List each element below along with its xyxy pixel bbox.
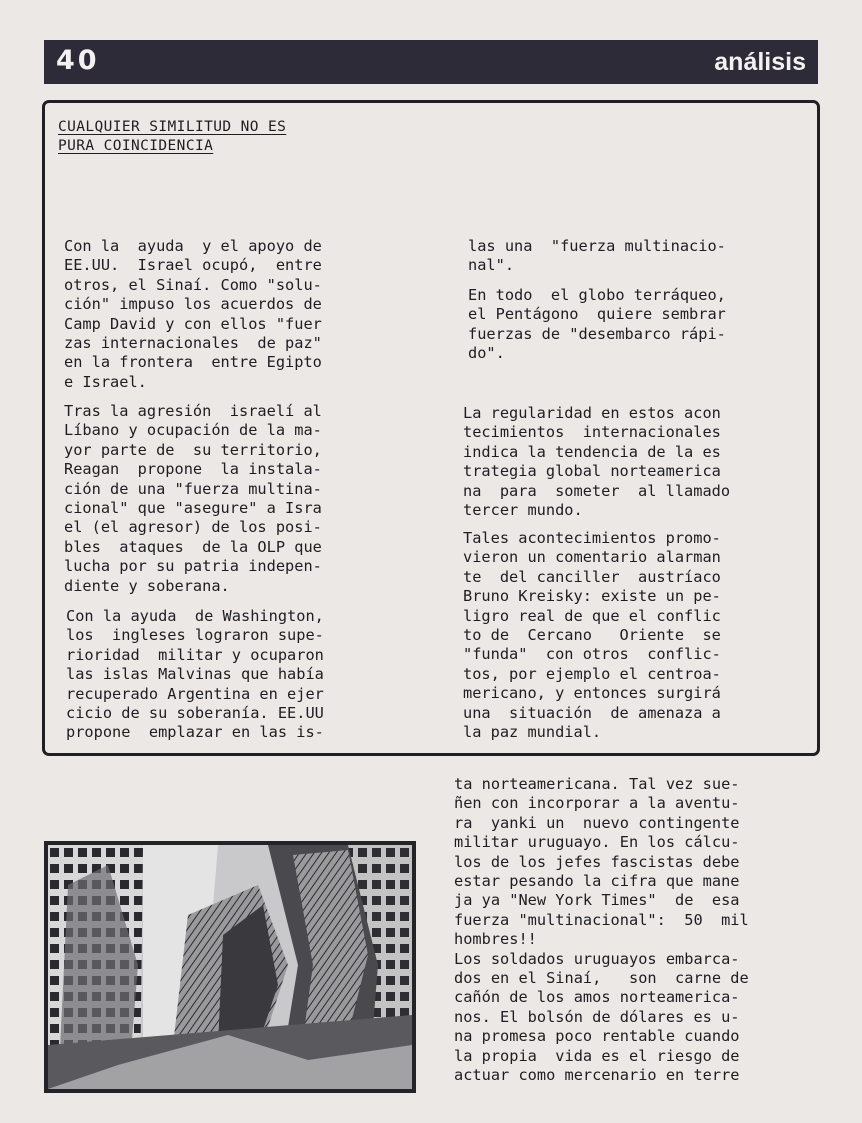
text-line: La regularidad en estos acon xyxy=(463,404,721,422)
text-line: dos en el Sinaí, son carne de xyxy=(454,969,749,988)
text-line: diente y soberana. xyxy=(64,576,230,595)
column-2-paragraph-3 xyxy=(463,404,730,520)
text-line: yor parte de su territorio, xyxy=(64,440,322,459)
text-line: te del canciller austríaco xyxy=(463,567,721,586)
text-line: ción" impuso los acuerdos de xyxy=(64,295,322,314)
text-line: Líbano y ocupación de la ma- xyxy=(64,421,322,440)
text-line: las una "fuerza multinacio- xyxy=(468,237,726,255)
article-title-line: PURA COINCIDENCIA xyxy=(58,138,214,154)
war-ruins-photo xyxy=(44,841,416,1093)
text-line: fuerza "multinacional": 50 mil xyxy=(454,910,749,929)
text-line: Con la ayuda y el apoyo de xyxy=(64,237,322,255)
text-line: el Pentágono quiere sembrar xyxy=(468,305,726,324)
text-line: ñen con incorporar a la aventu- xyxy=(454,794,740,813)
text-line: to de Cercano Oriente se xyxy=(463,626,721,645)
text-line: propone emplazar en las is- xyxy=(66,723,324,742)
page-header xyxy=(44,40,818,84)
text-line: cional" que "asegure" a Isra xyxy=(64,499,322,518)
text-line: ta norteamericana. Tal vez sue- xyxy=(454,775,740,793)
article-title xyxy=(58,118,358,156)
text-line: do". xyxy=(468,344,505,363)
text-line: na para someter al llamado xyxy=(463,481,731,500)
page-number: 40 xyxy=(56,45,100,76)
text-line: trategia global norteamerica xyxy=(463,462,721,481)
text-line: tecimientos internacionales xyxy=(463,423,721,442)
text-line: ja ya "New York Times" de esa xyxy=(454,891,740,910)
text-line: ligro real de que el conflic xyxy=(463,606,721,625)
text-line: otros, el Sinaí. Como "solu- xyxy=(64,275,322,294)
text-line: rioridad militar y ocuparon xyxy=(66,645,324,664)
column-2-paragraph-1 xyxy=(468,237,726,276)
text-line: En todo el globo terráqueo, xyxy=(468,286,726,304)
text-line: bles ataques de la OLP que xyxy=(64,537,322,556)
text-line: lucha por su patria indepen- xyxy=(64,557,322,576)
text-line: una situación de amenaza a xyxy=(463,703,721,722)
text-line: las islas Malvinas que había xyxy=(66,665,324,684)
column-2-paragraph-2 xyxy=(468,286,726,364)
text-line: estar pesando la cifra que mane xyxy=(454,872,740,891)
text-line: fuerzas de "desembarco rápi- xyxy=(468,324,726,343)
text-line: hombres!! xyxy=(454,930,537,949)
text-line: los de los jefes fascistas debe xyxy=(454,852,740,871)
text-line: el (el agresor) de los posi- xyxy=(64,518,322,537)
article-title-line: CUALQUIER SIMILITUD NO ES xyxy=(58,119,287,135)
text-line: tercer mundo. xyxy=(463,501,583,520)
column-1-paragraph-2 xyxy=(64,402,322,596)
text-line: e Israel. xyxy=(64,372,147,391)
text-line: ra yanki un nuevo contingente xyxy=(454,813,740,832)
text-line: indica la tendencia de la es xyxy=(463,442,721,461)
text-line: recuperado Argentina en ejer xyxy=(66,684,324,703)
text-line: los ingleses lograron supe- xyxy=(66,626,324,645)
column-1-paragraph-3 xyxy=(66,607,324,743)
text-line: cañón de los amos norteamerica- xyxy=(454,988,740,1007)
text-line: la paz mundial. xyxy=(463,723,602,742)
continuation-text xyxy=(454,775,749,1086)
text-line: mericano, y entonces surgirá xyxy=(463,684,721,703)
text-line: la propia vida es el riesgo de xyxy=(454,1046,740,1065)
text-line: tos, por ejemplo el centroa- xyxy=(463,664,721,683)
text-line: na promesa poco rentable cuando xyxy=(454,1027,740,1046)
text-line: Tales acontecimientos promo- xyxy=(463,529,721,547)
section-title: análisis xyxy=(714,48,806,76)
text-line: Reagan propone la instala- xyxy=(64,460,322,479)
text-line: Tras la agresión israelí al xyxy=(64,402,322,420)
column-2-paragraph-4 xyxy=(463,529,721,742)
text-line: vieron un comentario alarman xyxy=(463,548,721,567)
text-line: nos. El bolsón de dólares es u- xyxy=(454,1007,740,1026)
text-line: Con la ayuda de Washington, xyxy=(66,607,324,625)
column-1-paragraph-1 xyxy=(64,237,322,392)
text-line: "funda" con otros conflic- xyxy=(463,645,721,664)
text-line: militar uruguayo. En los cálcu- xyxy=(454,833,740,852)
text-line: zas internacionales de paz" xyxy=(64,334,322,353)
text-line: cicio de su soberanía. EE.UU xyxy=(66,704,324,723)
text-line: Bruno Kreisky: existe un pe- xyxy=(463,587,721,606)
text-line: Camp David y con ellos "fuer xyxy=(64,314,322,333)
text-line: nal". xyxy=(468,256,515,275)
text-line: ción de una "fuerza multina- xyxy=(64,479,322,498)
text-line: Los soldados uruguayos embarca- xyxy=(454,949,740,968)
text-line: EE.UU. Israel ocupó, entre xyxy=(64,256,322,275)
text-line: actuar como mercenario en terre xyxy=(454,1066,740,1085)
text-line: en la frontera entre Egipto xyxy=(64,353,322,372)
